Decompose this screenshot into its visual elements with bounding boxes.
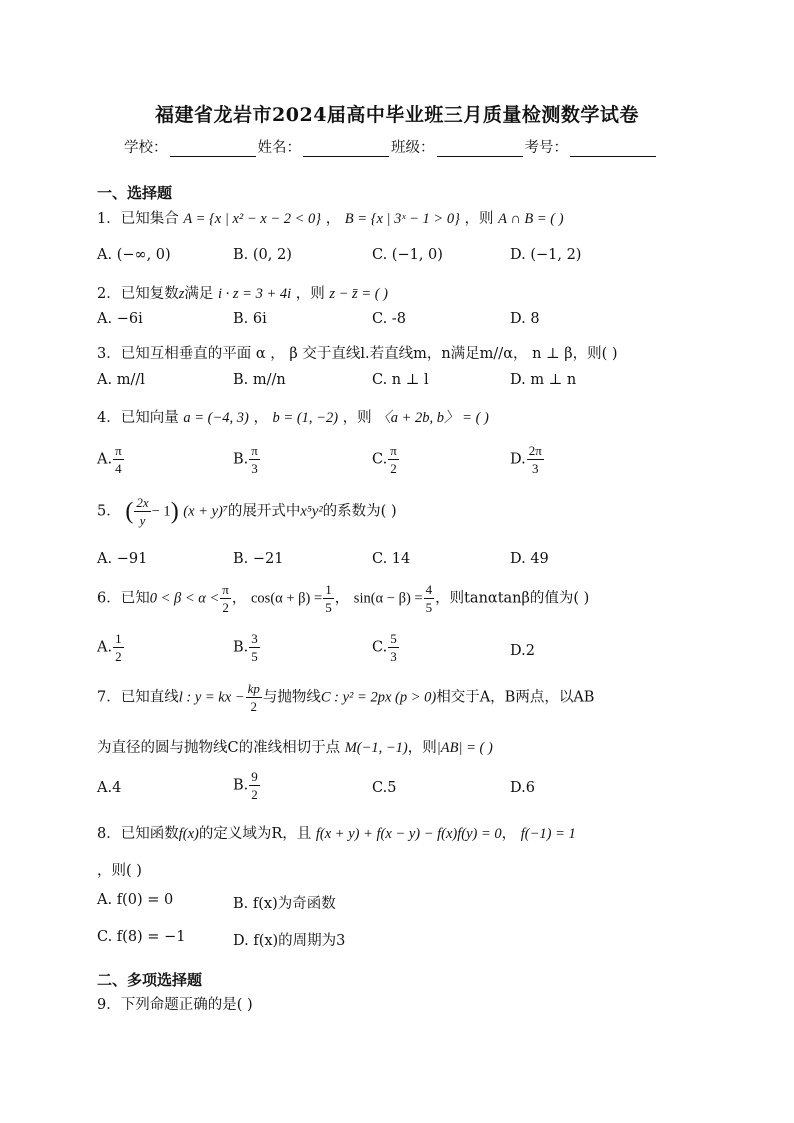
q6-a-num: 1: [115, 631, 122, 646]
class-blank[interactable]: [437, 140, 523, 157]
q8-fx: f(x): [178, 826, 199, 842]
q8-option-c[interactable]: C. f(8) = −1: [97, 929, 186, 945]
q4-vector-a: a = (−4, 3): [183, 410, 249, 426]
q3-option-c[interactable]: C. n ⊥ l: [372, 372, 429, 388]
q5-option-a[interactable]: A. −91: [97, 551, 148, 567]
q4-b-den: 3: [251, 461, 258, 476]
q1-set-a: A = {x | x² − x − 2 < 0}: [183, 211, 322, 227]
q6-option-b[interactable]: [233, 632, 261, 663]
q7-b-den: 2: [251, 787, 258, 802]
q8-eq: f(x + y) + f(x − y) − f(x)f(y) = 0: [315, 826, 502, 842]
question-1: [97, 207, 564, 228]
question-7-line-1: [97, 682, 594, 713]
q5-suffix: 的系数为( ): [322, 503, 397, 520]
q7-then: ，则: [407, 740, 437, 756]
q6-d-letter: D.: [510, 643, 526, 659]
question-4: [97, 406, 489, 427]
q3-option-d[interactable]: D. m ⊥ n: [510, 372, 577, 388]
q7-option-d[interactable]: [510, 780, 535, 796]
name-blank[interactable]: [303, 140, 389, 157]
question-5: [97, 496, 397, 527]
q7-mid: 与抛物线: [262, 689, 321, 706]
q7-d-letter: D.: [510, 780, 526, 796]
q5-prefix: 5．: [97, 503, 121, 520]
q6-c-den: 3: [390, 649, 397, 664]
q6-cos-expr: cos(α + β) =: [250, 590, 323, 607]
q6-option-a[interactable]: [97, 632, 125, 663]
q7-line-num: kp: [247, 681, 260, 696]
q7-prefix: 7．已知直线: [97, 689, 179, 706]
q8-domain: 的定义域为R，且: [198, 826, 312, 842]
q4-expr: 〈a + 2b, b〉 = ( ): [376, 410, 489, 426]
school-blank[interactable]: [170, 140, 256, 157]
q5-frac-num: 2x: [136, 495, 149, 510]
q7-line-den: 2: [250, 699, 257, 714]
q6-cos-num: 1: [325, 582, 332, 597]
q6-b-den: 5: [251, 649, 258, 664]
q6-cond: 0 < β < α <: [149, 590, 220, 607]
q2-mid: 满足: [184, 286, 214, 302]
school-label: 学校：: [124, 140, 168, 156]
q8-prefix: 8．已知函数: [97, 826, 179, 842]
q6-c-num: 5: [390, 631, 397, 646]
q7-expr: |AB| = ( ): [436, 740, 493, 756]
exam-no-label: 考号：: [524, 140, 568, 156]
q4-b-num: π: [251, 443, 258, 458]
question-3: 3．已知互相垂直的平面 α ， β 交于直线l.若直线m，n满足m//α， n ⊥ β，则( ): [97, 346, 618, 362]
q6-prefix: 6．已知: [97, 590, 150, 607]
q8-sep: ，: [501, 826, 517, 842]
q5-text: 的展开式中: [227, 503, 301, 520]
q7-option-b[interactable]: [233, 770, 261, 801]
q4-c-num: π: [390, 443, 397, 458]
q6-d-text: 2: [525, 643, 535, 659]
q7-end1: 相交于A，B两点，以AB: [436, 689, 595, 706]
q1-option-a[interactable]: A. (−∞, 0): [97, 247, 171, 263]
q8-option-d[interactable]: D. f(x)的周期为3: [233, 933, 346, 949]
q5-option-b[interactable]: B. −21: [233, 551, 284, 567]
exam-no-blank[interactable]: [570, 140, 656, 157]
q3-option-b[interactable]: B. m//n: [233, 372, 286, 388]
q4-vector-b: b = (1, −2): [272, 410, 339, 426]
name-label: 姓名：: [257, 140, 301, 156]
q5-rparen: ): [170, 498, 179, 525]
q7-c-letter: C.: [372, 780, 388, 796]
q2-eq: i · z = 3 + 4i: [218, 286, 292, 302]
q7-option-c[interactable]: [372, 780, 396, 796]
q5-term: x⁵y²: [300, 503, 323, 520]
q7-line: l : y = kx −: [178, 689, 245, 706]
q4-a-letter: A.: [97, 451, 113, 468]
q1-option-d[interactable]: D. (−1, 2): [510, 247, 582, 263]
q4-option-a[interactable]: [97, 444, 125, 475]
q3-option-a[interactable]: A. m//l: [97, 372, 145, 388]
q5-option-c[interactable]: C. 14: [372, 551, 411, 567]
q6-option-d[interactable]: [510, 643, 535, 659]
q7-option-a[interactable]: [97, 780, 121, 796]
class-label: 班级：: [391, 140, 435, 156]
q4-d-letter: D.: [510, 451, 526, 468]
q4-option-c[interactable]: [372, 444, 400, 475]
q7-a-letter: A.: [97, 780, 113, 796]
q6-cond-num: π: [222, 582, 229, 597]
q7-d-text: 6: [525, 780, 535, 796]
q2-var: z: [178, 286, 185, 302]
q6-sin-expr: sin(α − β) =: [353, 590, 423, 607]
q7-b-num: 9: [251, 769, 258, 784]
q2-option-b[interactable]: B. 6i: [233, 311, 267, 327]
q4-option-b[interactable]: [233, 444, 261, 475]
q2-prefix: 2．已知复数: [97, 286, 179, 302]
q6-b-letter: B.: [233, 639, 249, 656]
q4-option-d[interactable]: [510, 444, 545, 475]
q4-a-den: 4: [115, 461, 122, 476]
q8-cond: f(−1) = 1: [520, 826, 576, 842]
q4-d-num: 2π: [528, 443, 542, 458]
q5-rest: − 1: [151, 503, 171, 520]
q6-option-c[interactable]: [372, 632, 400, 663]
q2-option-d[interactable]: D. 8: [510, 311, 540, 327]
question-2: [97, 282, 388, 303]
q6-sin-den: 5: [425, 600, 433, 615]
q6-b-num: 3: [251, 631, 258, 646]
q1-option-c[interactable]: C. (−1, 0): [372, 247, 443, 263]
q4-c-letter: C.: [372, 451, 388, 468]
q1-set-b: B = {x | 3ˣ − 1 > 0}: [344, 211, 460, 227]
q6-c-letter: C.: [372, 639, 388, 656]
section-heading-choice: 一、选择题: [97, 184, 173, 202]
q6-suffix: ，则tanαtanβ的值为( ): [435, 590, 590, 607]
q1-sep: ，: [325, 211, 341, 227]
page-title: 福建省龙岩市2024届高中毕业班三月质量检测数学试卷: [155, 104, 639, 126]
q7-point: M(−1, −1): [344, 740, 408, 756]
question-6: 6．已知0 < β < α < $\frac{\pi}{2}$ ， cos(α + β) = $\frac{1}{5}$ ， sin(α − β) = $\frac{4}{5}$ ，则tanαtanβ的值为( ): [97, 582, 590, 615]
q6-a-den: 2: [115, 649, 122, 664]
q6-sin-num: 4: [425, 582, 433, 597]
q4-prefix: 4．已知向量: [97, 410, 179, 426]
q8-option-a[interactable]: A. f(0) = 0: [97, 892, 174, 908]
question-7-line-2: [97, 736, 493, 757]
q2-option-a[interactable]: A. −6i: [97, 311, 143, 327]
q1-option-b[interactable]: B. (0, 2): [233, 247, 292, 263]
q5-option-d[interactable]: D. 49: [510, 551, 549, 567]
q7-c-text: 5: [387, 780, 397, 796]
student-info-row: [124, 136, 658, 157]
q4-then: ，则: [342, 410, 372, 426]
q6-a-letter: A.: [97, 639, 113, 656]
section-heading-multi-choice: 二、多项选择题: [97, 971, 203, 989]
q1-then: ，则: [464, 211, 494, 227]
q7-line2: 为直径的圆与抛物线C的准线相切于点: [97, 740, 341, 756]
q6-cond-den: 2: [222, 600, 229, 615]
q5-lparen: (: [125, 498, 134, 525]
question-8-line-1: [97, 822, 576, 843]
q5-frac-den: y: [139, 513, 146, 528]
q1-prefix: 1．已知集合: [97, 211, 179, 227]
question-9: 9．下列命题正确的是( ): [97, 997, 253, 1013]
q7-b-letter: B.: [233, 777, 249, 794]
q6-cos-den: 5: [325, 600, 332, 615]
q2-expr: z − z̄ = ( ): [329, 286, 389, 302]
q7-a-text: 4: [112, 780, 122, 796]
q4-a-num: π: [115, 443, 122, 458]
q8-option-b[interactable]: B. f(x)为奇函数: [233, 896, 336, 912]
q7-parabola: C : y² = 2px (p > 0): [320, 689, 437, 706]
q2-then: ，则: [295, 286, 325, 302]
q5-power: (x + y)⁷: [183, 503, 228, 520]
q4-d-den: 3: [532, 461, 539, 476]
q4-c-den: 2: [390, 461, 397, 476]
question-8-line-2: ，则( ): [97, 863, 142, 879]
q4-sep: ，: [253, 410, 268, 426]
q1-expr: A ∩ B = ( ): [498, 211, 564, 227]
q4-b-letter: B.: [233, 451, 249, 468]
q2-option-c[interactable]: C. -8: [372, 311, 406, 327]
